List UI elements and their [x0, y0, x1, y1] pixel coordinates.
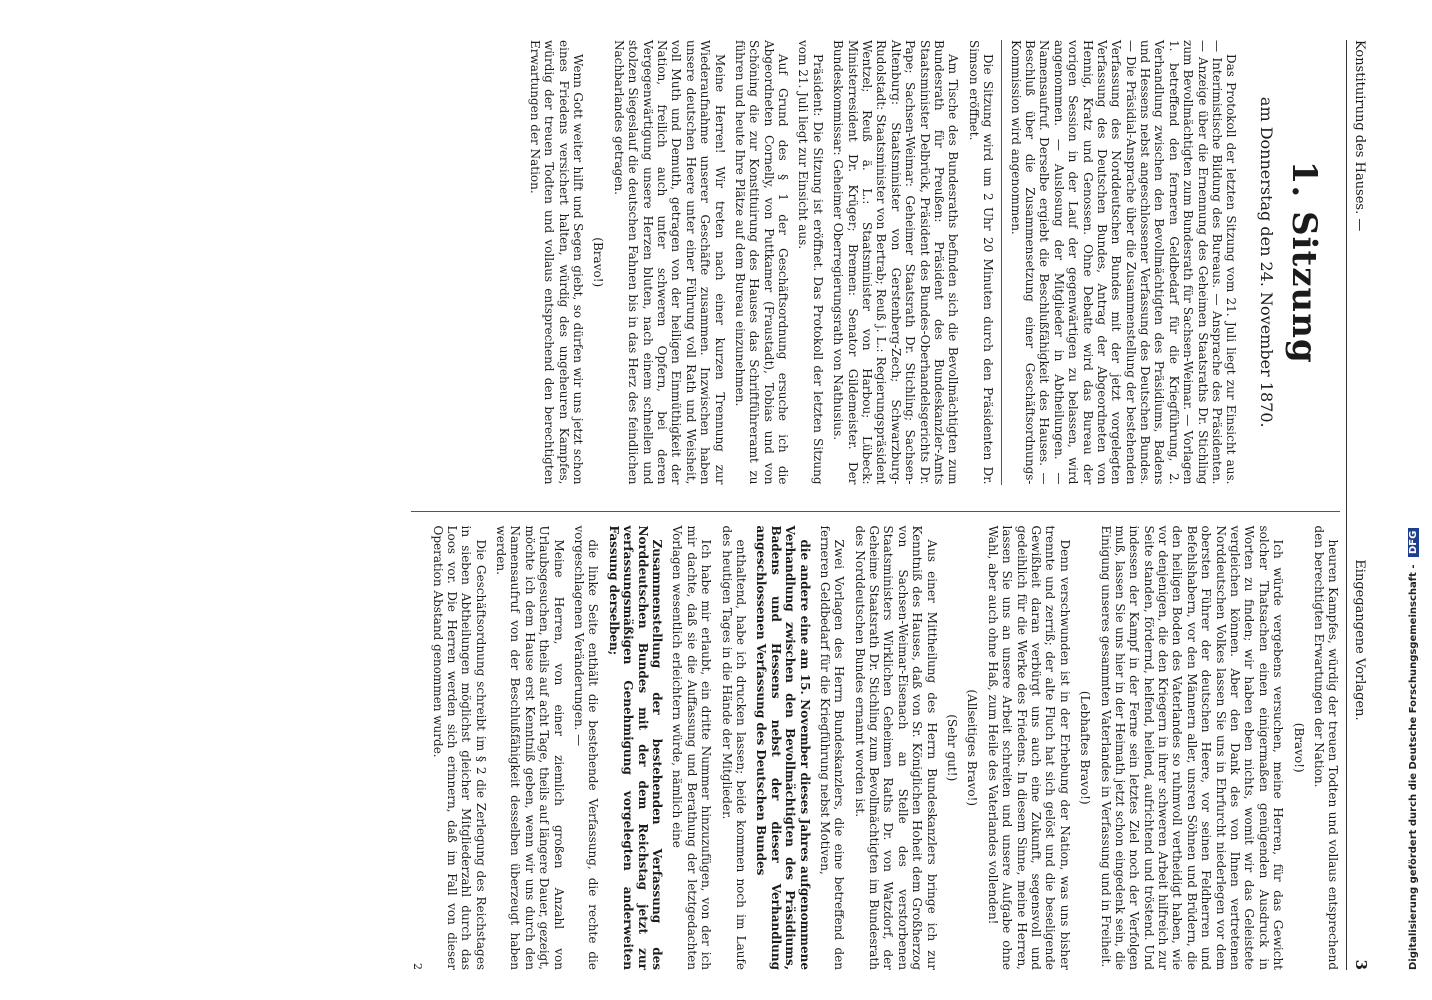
- paragraph-1: Ich würde vergebens versuchen, meine Herren, für das Gewicht solcher Thatsachen einen einigermaßen genügenden Ausdruck in Worten zu finden; wir haben eben nichts, womit wir das Geleistete vergleichen können. Aber den Dank des von Ihnen vertretenen Norddeutschen Volkes lassen Sie uns in Ehrfurcht niederlegen vor dem obersten Führer der deutschen Heere, vor seinen Feldherren und Befehlshabern, vor den Männern aller, unsren Söhnen und Brüdern, die den heiligen Boden des Vaterlandes so ruhmvoll vertheidigt haben, wie vor denjenigen, die den Kriegern in ihrer schweren Arbeit hilfreich zur Seite standen, fördernd, helfend, heilend, aufrichtend und tröstend. Und indessen der Kampf in der Ferne sein letztes Ziel noch der Verfolgen muß, lassen Sie uns hier in der Heimath jetzt schon eingedenk sein, die Einigung unseres gesammten Vaterlandes in Verfassung und in Freiheit.: [1098, 525, 1286, 970]
- header-center: Eingegangene Vorlagen.: [1352, 559, 1367, 721]
- page-number: 3: [1352, 959, 1370, 970]
- applause-note-2: (Allseitiges Bravo!): [965, 689, 980, 807]
- paragraph-10: Meine Herren, von einer ziemlich großen Anzahl von Urlaubsgesuchen, theils auf acht Tage, theils auf längere Dauer, gezeigt, möchte ich dem Hause erst Kenntniß geben, wenn wir uns durch den Namensaufruf von der Beschlußfähigkeit desselben überzeugt haben werden.: [494, 525, 566, 970]
- session-date: am Donnerstag den 24. November 1870.: [1256, 96, 1276, 428]
- footnote-number: 2: [411, 963, 425, 970]
- dfg-logo: DFG: [1408, 528, 1419, 557]
- closing-paragraph: Wenn Gott weiter hilft und Segen giebt, so dürfen wir uns jetzt schon eines Friedens versichert halten, würdig des ungeheuren Kampfes, würdig der treuen Todten und vollaus entsprechend den berechtigten Erwartungen der Nation.: [527, 40, 586, 485]
- paragraph-11: Die Geschäftsordnung schreibt im § 2 die Zerlegung des Reichstages in sieben Abtheilungen möglichst gleicher Mitgliederzahl durch das Loos vor. Die Herren werden sich erinnern, daß im Fall von dieser Operation Abstand genommen wurde.: [430, 525, 488, 970]
- right-column: [411, 511, 1340, 971]
- running-header: [1346, 40, 1370, 970]
- rules-paragraph: Auf Grund des § 1 der Geschäftsordnung ersuche ich die Abgeordneten Cornelly, von Puttkamer (Fraustadt), Tobias und von Schöning die zur Konstituirung des Hauses das Schriftführeramt zu führen und heute Ihre Plätze auf dem Bureau einzunehmen.: [732, 40, 791, 485]
- continuation-paragraph: heuren Kampfes, würdig der treuen Todten und vollaus entsprechend den berechtigten Erwartungen der Nation.: [1312, 525, 1341, 970]
- paragraph-2: Denn verschwunden ist in der Erhebung der Nation, was uns bisher trennte und zerriß; der alte Fluch hat sich gelöst und die beseligende Gewißheit daran verbürgt uns auch eine Zukunft, segensvoll und gedeihlich für die Werke des Friedens. In diesem Sinne, meine Herren, lassen Sie uns an unsere Arbeit schreiten und unsere Aufgabe ohne Wahl, aber auch ohne Haß, zum Heile des Vaterlandes vollenden!: [985, 525, 1072, 970]
- paragraph-3: Aus einer Mittheilung des Herrn Bundeskanzlers bringe ich zur Kenntniß des Hauses, daß von Sr. Königlichen Hoheit dem Großherzog von Sachsen-Weimar-Eisenach an Stelle des verstorbenen Staatsministers Wirklichen Geheimen Raths Dr. von Watzdorf, der Geheime Staatsrath Dr. Stichling zum Bevollmächtigten im Bundesrath des Norddeutschen Bundes ernannt worden ist.: [852, 525, 939, 970]
- president-paragraph: Präsident: Die Sitzung ist eröffnet. Das Protokoll der letzten Sitzung vom 21. Juli liegt zur Einsicht aus.: [796, 40, 825, 485]
- left-column: [411, 40, 1340, 485]
- paragraph-6: enthaltend, habe ich drucken lassen; beide kommen noch im Laufe des heutigen Tages in die Hände der Mitglieder.: [719, 525, 748, 970]
- council-present-paragraph: Am Tische des Bundesraths befinden sich die Bevollmächtigten zum Bundesrath für Preußen: Präsident des Bundeskanzler-Amts Staatsminister Delbrück, Präsident des Bundes-Oberhandelsgerichts Dr. Pape; Sachsen-Weimar: Geheimer Staatsrath Dr. Stichling; Sachsen-Altenburg: Staatsminister von Gerstenberg-Zech; Schwarzburg-Rudolstadt: Staatsminister von Bertrab; Reuß j. L.: Regierungspräsident Wentzel; Reuß ä. L.: Staatsminister von Harbou; Lübeck: Ministerresident Dr. Krüger; Bremen: Senator Gildemeister. Der Bundeskommissar: Geheimer Oberregierungsrath von Nathusius.: [831, 40, 961, 485]
- session-title: 1. Sitzung: [1284, 160, 1325, 364]
- paragraph-4: Zwei Vorlagen des Herrn Bundeskanzlers, die eine betreffend den ferneren Geldbedarf für die Kriegführung nebst Motiven,: [817, 525, 847, 970]
- session-summary: Das Protokoll der letzten Sitzung vom 21. Juli liegt zur Einsicht aus. — Interimistische Bildung des Bureaus. — Ansprache des Präsidenten. — Anzeige über die Ernennung des Geheimen Staatsraths Dr. Stichling zum Bevollmächtigten zum Bundesrath für Sachsen-Weimar. — Vorlagen 1. betreffend den ferneren Geldbedarf für die Kriegführung, 2. Verhandlung zwischen den Bevollmächtigten des Präsidiums, Badens und Hessens nebst angeschlossener Verfassung des Deutschen Bundes. — Die Präsidial-Ansprache über die Zusammenstellung der bestehenden Verfassung des Norddeutschen Bundes mit der jetzt vorgelegten Verfassung des Deutschen Bundes, Antrag der Abgeordneten von Hennig, Kratz und Genossen. Ohne Debatte wird das Bureau der vorigen Session in der Lauf der gegenwärtigen zu belassen, wird angenommen. — Auslosung der Mitglieder in Abtheilungen. — Namensaufruf. Derselbe ergiebt die Beschlußfähigkeit des Hauses. — Beschluß über die Zusammensetzung einer Geschäftsordnungs-Kommission wird angenommen.: [1008, 40, 1239, 485]
- applause-note-1: (Lebhaftes Bravo!): [1078, 690, 1093, 805]
- bravo-note-1: (Bravo!): [1291, 722, 1306, 773]
- paragraph-9: die linke Seite enthält die bestehende Verfassung, die rechte die vorgeschlagenen Veränderungen. —: [572, 525, 601, 970]
- address-paragraph: Meine Herren! Wir treten nach einer kurzen Trennung zur Wiederaufnahme unserer Geschäfte zusammen. Inzwischen haben unsere deutschen Heere unter einer Führung voll Rath und Weisheit, voll Muth und Demuth, getragen von der heiligen Einmüthigkeit der Nation, freilich auch unter schweren Opfern, bei deren Vergegenwärtigung unsere Herzen bluten, nach einem schnellen und stolzen Siegeslauf die deutschen Fahnen bis in das Herz des feindlichen Nachbarlandes getragen.: [611, 40, 727, 485]
- digitization-credit: [1408, 30, 1424, 970]
- applause-note-3: (Sehr gut!): [945, 714, 960, 782]
- header-left: Konstituirung des Hauses. —: [1352, 40, 1367, 232]
- opening-paragraph: Die Sitzung wird um 2 Uhr 20 Minuten durch den Präsidenten Dr. Simson eröffnet.: [966, 40, 996, 485]
- paragraph-8: Zusammenstellung der bestehenden Verfassung des Norddeutschen Bundes mit der dem Reichstag jetzt zur verfassungsmäßigen Genehmigung vorgelegten anderweiten Fassung derselben;: [606, 525, 664, 970]
- paragraph-7: Ich habe mir erlaubt, ein dritte Nummer hinzuzufügen, von der ich mir dachte, daß sie die Auffassung und Berathung der letztgedachten Vorlagen wesentlich erleichtern würde, nämlich eine: [670, 525, 714, 970]
- bravo-note: (Bravo!): [591, 237, 606, 288]
- credit-text: Digitalisierung gefördert durch die Deutsche Forschungsgemeinschaft -: [1408, 564, 1419, 970]
- divider: [1001, 40, 1002, 485]
- paragraph-5: die andere eine am 15. November dieses Jahres aufgenommene Verhandlung zwischen den Bevollmächtigten des Präsidiums, Badens und Hessens nebst der dieser Verhandlung angeschlossenen Verfassung des Deutschen Bundes: [754, 525, 812, 970]
- document-page: [40, 0, 1380, 1000]
